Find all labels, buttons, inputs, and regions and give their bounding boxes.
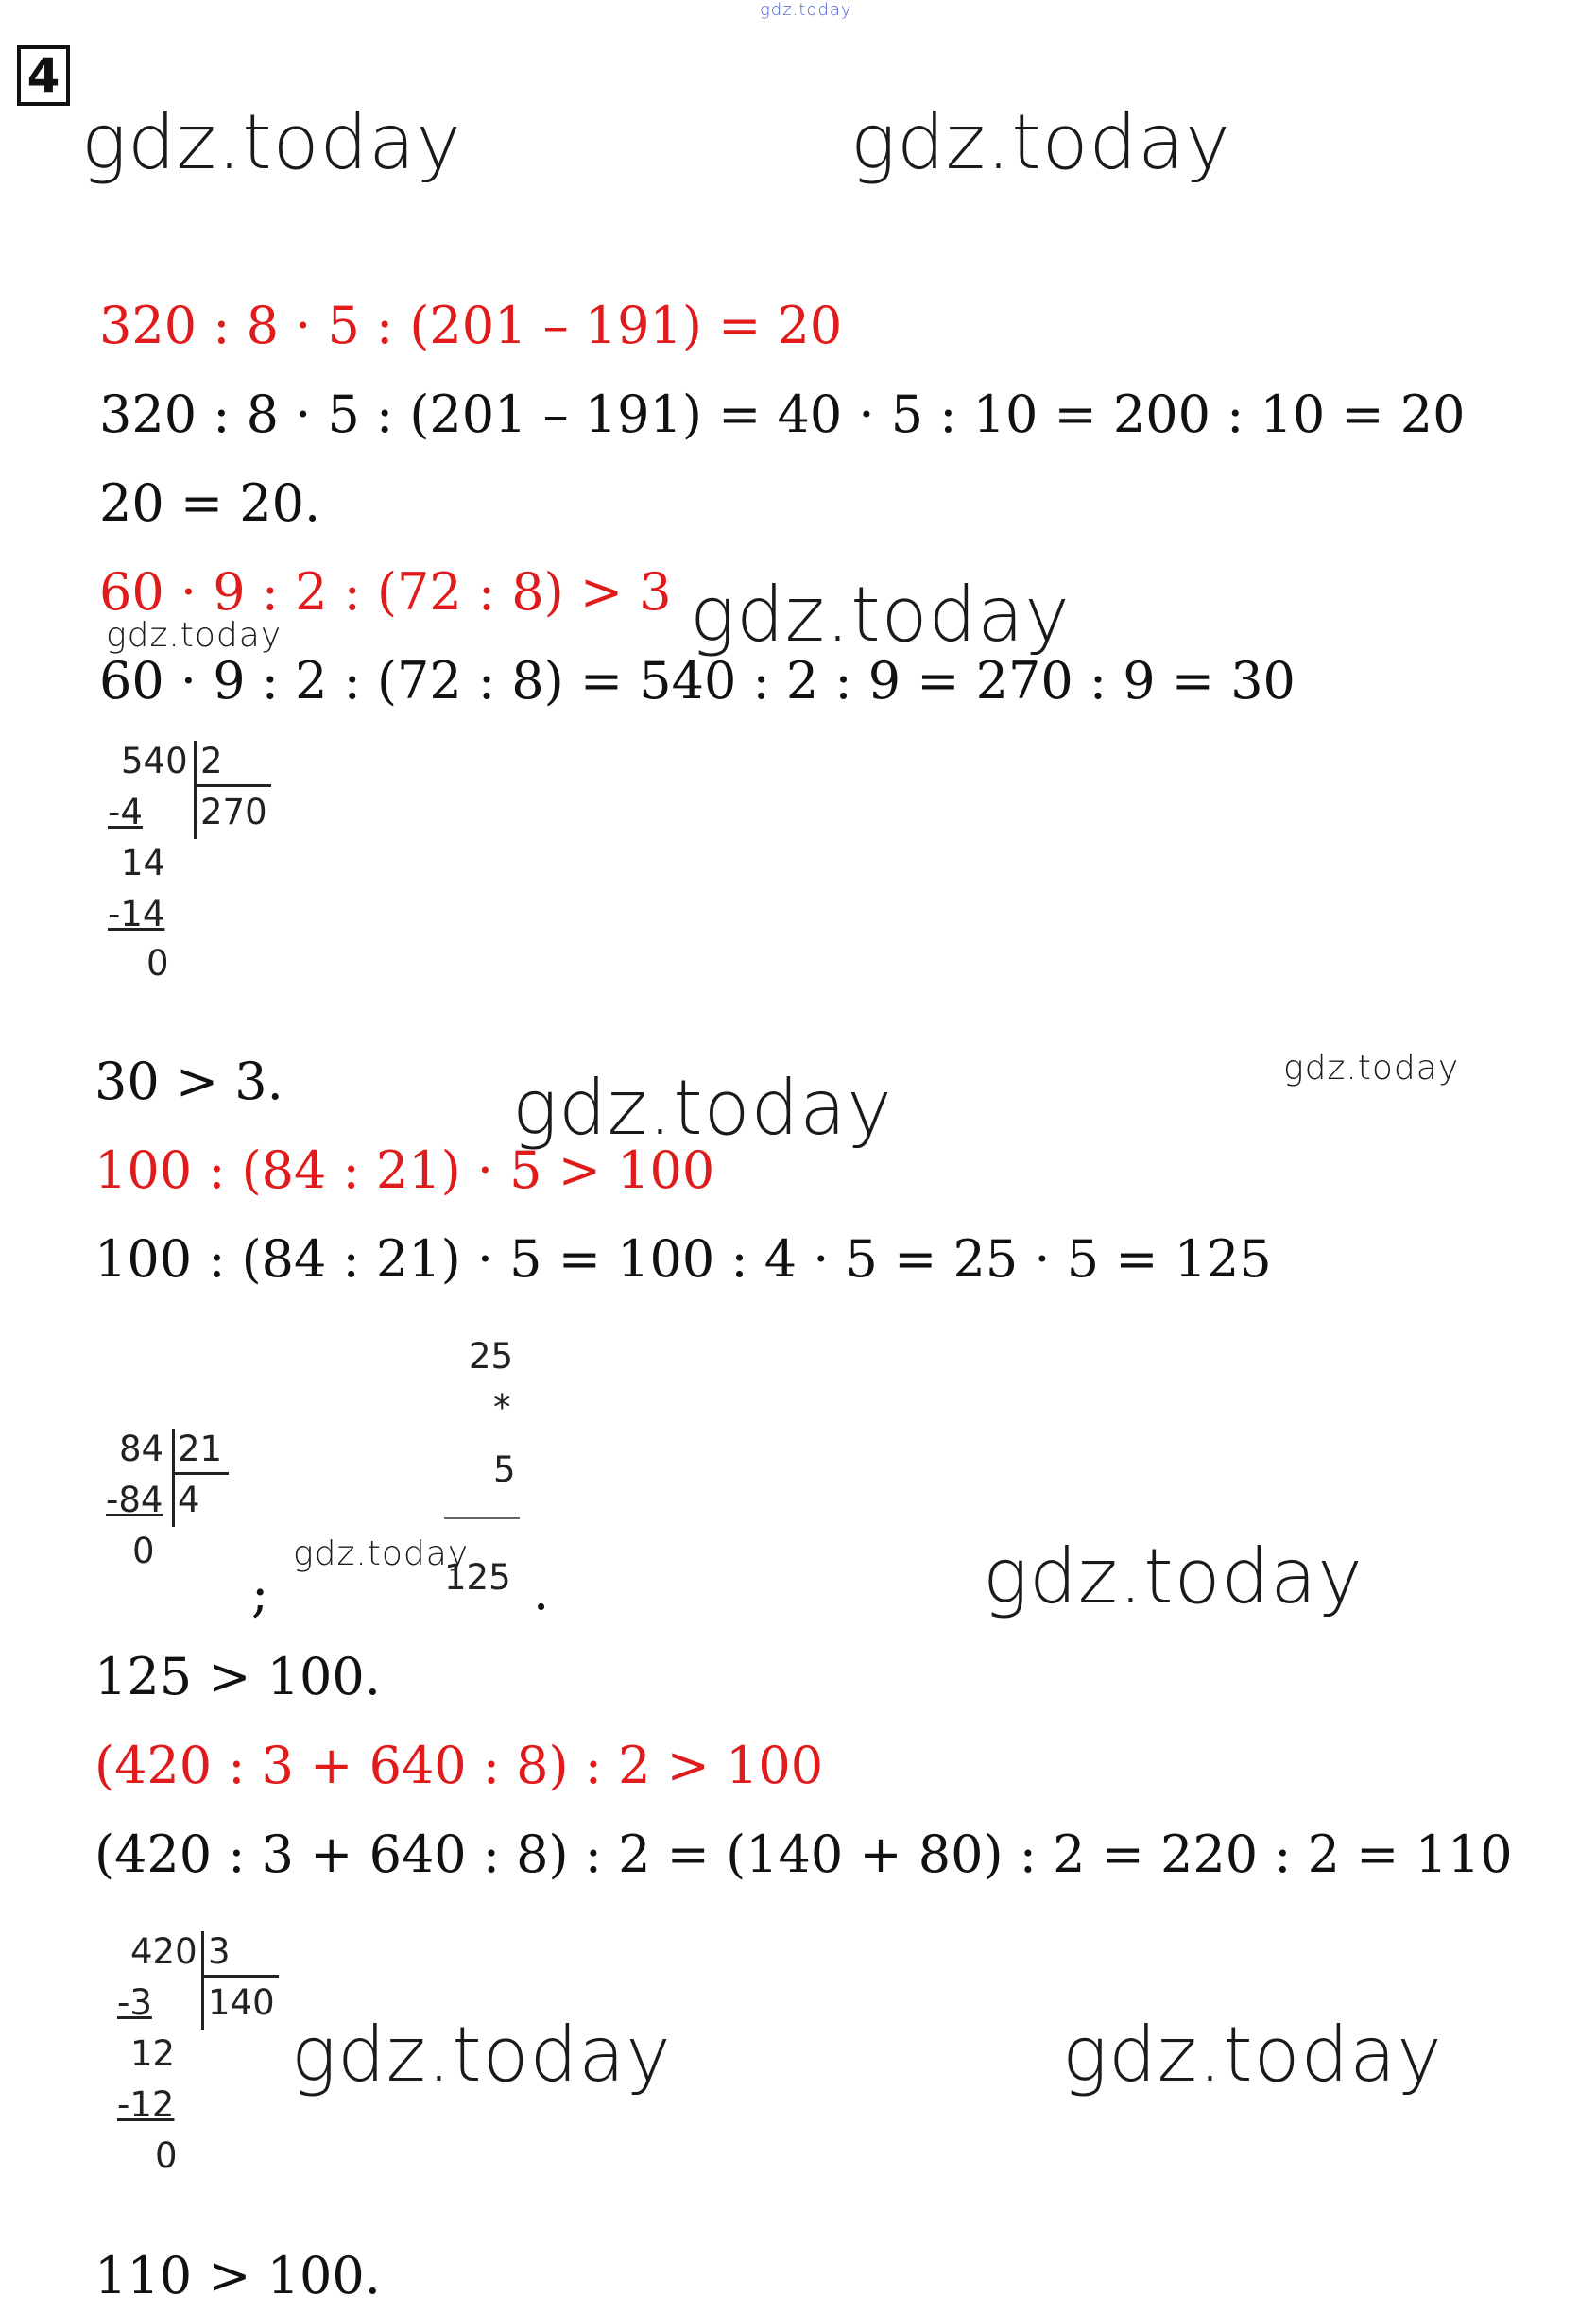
product: 125	[444, 1557, 511, 1598]
quotient: 140	[208, 1982, 275, 2023]
divisor: 3	[208, 1931, 231, 1972]
quotient: 4	[178, 1480, 200, 1520]
top-watermark: gdz.today	[760, 0, 852, 20]
subtrahend: -14	[108, 894, 165, 934]
dividend: 540	[121, 741, 188, 781]
divisor: 21	[178, 1429, 223, 1469]
division-vertical-line	[194, 741, 197, 839]
multiply-sign: *	[493, 1387, 511, 1428]
watermark: gdz.today	[512, 1064, 893, 1152]
division-vertical-line	[172, 1429, 175, 1527]
division-horizontal-line	[194, 784, 271, 787]
watermark: gdz.today	[690, 571, 1071, 659]
separator: ;	[251, 1564, 269, 1623]
task-number: 4	[26, 48, 60, 103]
division-horizontal-line	[201, 1975, 279, 1978]
dividend: 84	[119, 1429, 164, 1469]
watermark: gdz.today	[291, 2011, 672, 2099]
watermark: gdz.today	[850, 98, 1231, 186]
problem-3-statement: 100 : (84 : 21) · 5 > 100	[94, 1140, 715, 1200]
period: .	[533, 1562, 550, 1621]
task-number-box	[17, 45, 70, 106]
remainder: 0	[155, 2135, 178, 2176]
watermark: gdz.today	[1283, 1049, 1460, 1088]
factor: 5	[493, 1449, 516, 1490]
problem-1-statement: 320 : 8 · 5 : (201 – 191) = 20	[99, 296, 843, 355]
subtrahend: -84	[106, 1480, 163, 1520]
dividend: 420	[130, 1931, 197, 1972]
problem-2-conclusion: 30 > 3.	[94, 1052, 283, 1111]
problem-2-solution: 60 · 9 : 2 : (72 : 8) = 540 : 2 : 9 = 270 : 9 = 30	[99, 651, 1296, 711]
division-horizontal-line	[172, 1472, 229, 1475]
remainder: 14	[121, 843, 166, 883]
remainder: 0	[132, 1531, 155, 1571]
problem-3-conclusion: 125 > 100.	[94, 1647, 381, 1706]
problem-1-conclusion: 20 = 20.	[99, 473, 321, 533]
remainder: 12	[130, 2033, 176, 2074]
watermark: gdz.today	[293, 1534, 470, 1573]
division-vertical-line	[201, 1931, 204, 2030]
problem-3-solution: 100 : (84 : 21) · 5 = 100 : 4 · 5 = 25 · 5 = 125	[94, 1229, 1272, 1289]
subtrahend: -3	[117, 1982, 152, 2023]
watermark: gdz.today	[106, 616, 283, 655]
watermark: gdz.today	[81, 98, 462, 186]
problem-2-statement: 60 · 9 : 2 : (72 : 8) > 3	[99, 562, 672, 622]
problem-1-solution: 320 : 8 · 5 : (201 – 191) = 40 · 5 : 10 = 200 : 10 = 20	[99, 385, 1466, 444]
watermark: gdz.today	[1062, 2011, 1443, 2099]
watermark: gdz.today	[983, 1533, 1364, 1620]
multiplication-line	[444, 1517, 520, 1519]
problem-4-statement: (420 : 3 + 640 : 8) : 2 > 100	[94, 1736, 824, 1795]
problem-4-conclusion: 110 > 100.	[94, 2246, 381, 2305]
subtrahend: -4	[108, 792, 143, 832]
factor: 25	[469, 1336, 514, 1377]
quotient: 270	[200, 792, 267, 832]
problem-4-solution: (420 : 3 + 640 : 8) : 2 = (140 + 80) : 2 = 220 : 2 = 110	[94, 1825, 1513, 1884]
subtrahend: -12	[117, 2084, 175, 2125]
divisor: 2	[200, 741, 223, 781]
remainder: 0	[146, 943, 169, 984]
